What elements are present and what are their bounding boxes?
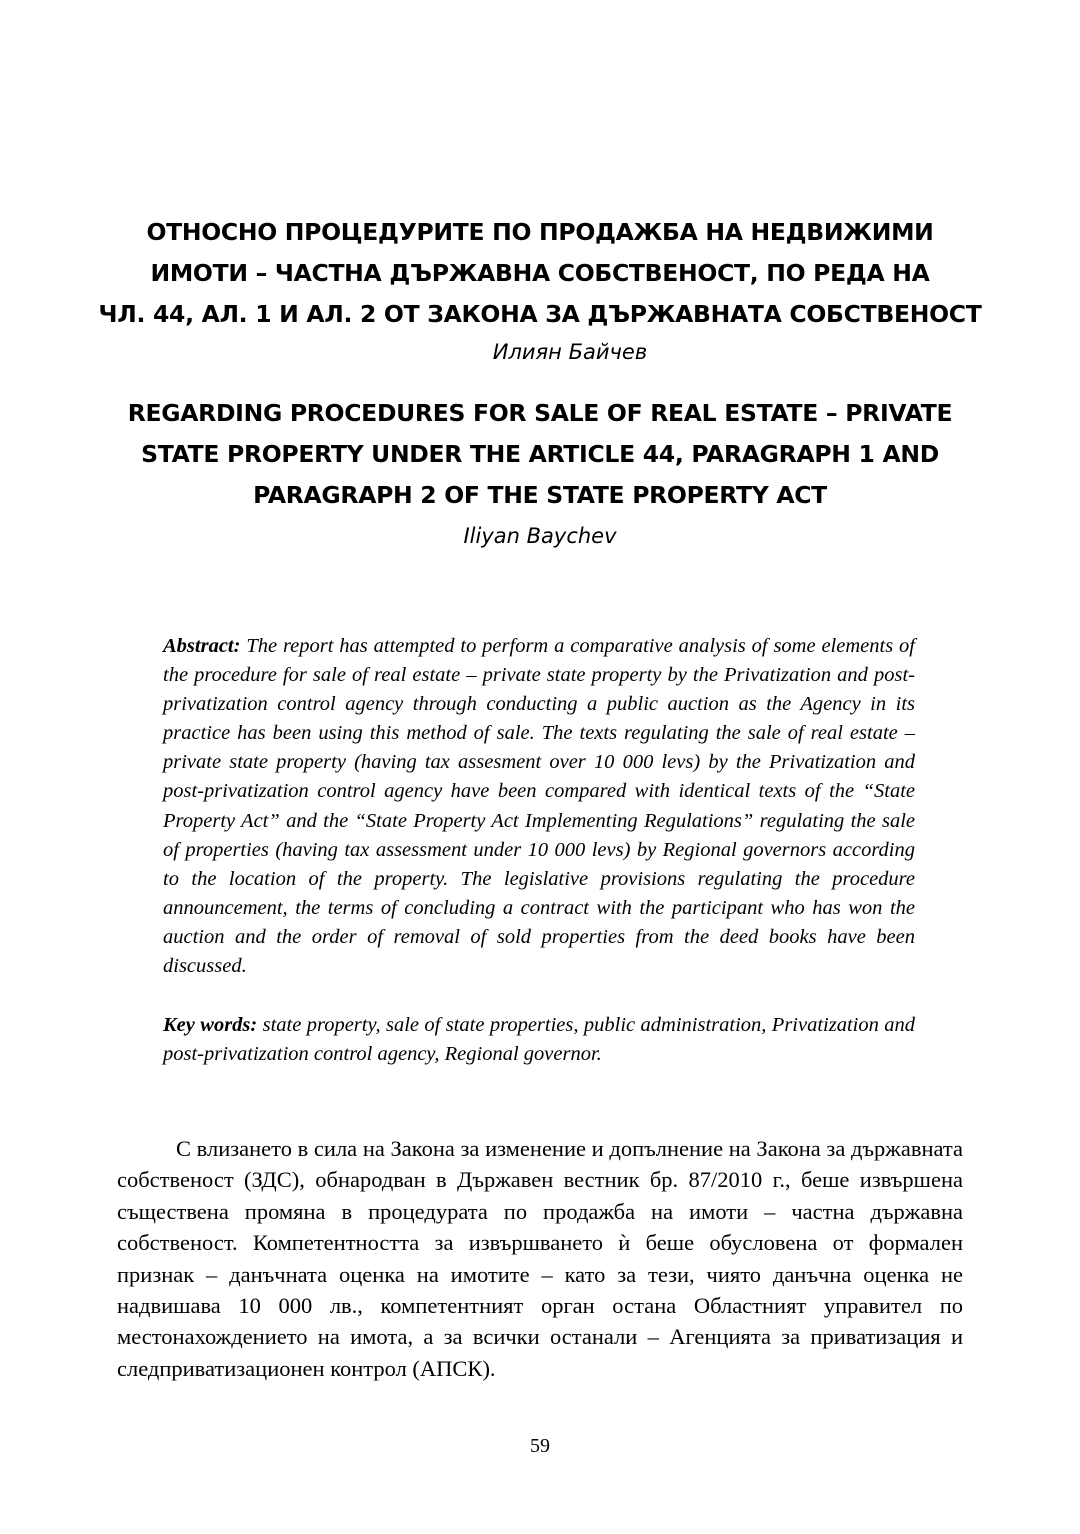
body-paragraph: С влизането в сила на Закона за изменение и допълнение на Закона за държавната собственост (ЗДС), обнародван в Държавен вестник бр. 87/2010 г., беше извършена съществена промяна в процедурата по продажба на имоти – частна държавна собственост. Компетентността за извършването ѝ беше обусловена от формален признак – данъчната оценка на имотите – като за тези, чиято данъчна оценка не надвишава 10 000 лв., компетентният орган остана Областният управител по местонахождението на имота, а за всички останали – Агенцията за приватизация и следприватизационен контрол (АПСК). xyxy=(117,1136,963,1381)
abstract-label: Abstract: xyxy=(163,635,247,657)
abstract-text: The report has attempted to perform a comparative analysis of some elements of the procedure for sale of real estate – private state property by the Privatization and post-privatization control agency through conducting a public auction as the Agency in its practice has been using this method of sale. The texts regulating the sale of real estate – private state property (having tax assesment over 10 000 levs) by the Privatization and post-privatization control agency have been compared with identical texts of the “State Property Act” and the “State Property Act Implementing Regulations” regulating the sale of properties (having tax assessment under 10 000 levs) by Regional governors according to the location of the property. The legislative provisions regulating the procedure announcement, the terms of concluding a contract with the participant who has won the auction and the order of removal of sold properties from the deed books have been discussed. xyxy=(163,635,915,978)
abstract xyxy=(163,632,915,981)
title-bulgarian xyxy=(80,212,1000,335)
keywords xyxy=(163,1011,915,1069)
title-en-line-2: STATE PROPERTY UNDER THE ARTICLE 44, PARAGRAPH 1 AND xyxy=(141,440,939,468)
keywords-text: state property, sale of state properties, public administration, Privatization and post-privatization control agency, Regional governor. xyxy=(163,1014,915,1066)
author-english: Iliyan Baychev xyxy=(463,524,617,548)
page-number: 59 xyxy=(530,1435,550,1457)
title-bg-line-2: ИМОТИ – ЧАСТНА ДЪРЖАВНА СОБСТВЕНОСТ, ПО РЕДА НА xyxy=(150,259,930,287)
title-english xyxy=(80,393,1000,516)
keywords-label: Key words: xyxy=(163,1014,263,1036)
title-bg-line-1: ОТНОСНО ПРОЦЕДУРИТЕ ПО ПРОДАЖБА НА НЕДВИЖИМИ xyxy=(146,218,934,246)
title-en-line-3: PARAGRAPH 2 OF THE STATE PROPERTY ACT xyxy=(253,481,827,509)
title-bg-line-3: ЧЛ. 44, АЛ. 1 И АЛ. 2 ОТ ЗАКОНА ЗА ДЪРЖАВНАТА СОБСТВЕНОСТ xyxy=(98,300,982,328)
title-en-line-1: REGARDING PROCEDURES FOR SALE OF REAL ESTATE – PRIVATE xyxy=(127,399,953,427)
author-bulgarian: Илиян Байчев xyxy=(492,340,648,364)
